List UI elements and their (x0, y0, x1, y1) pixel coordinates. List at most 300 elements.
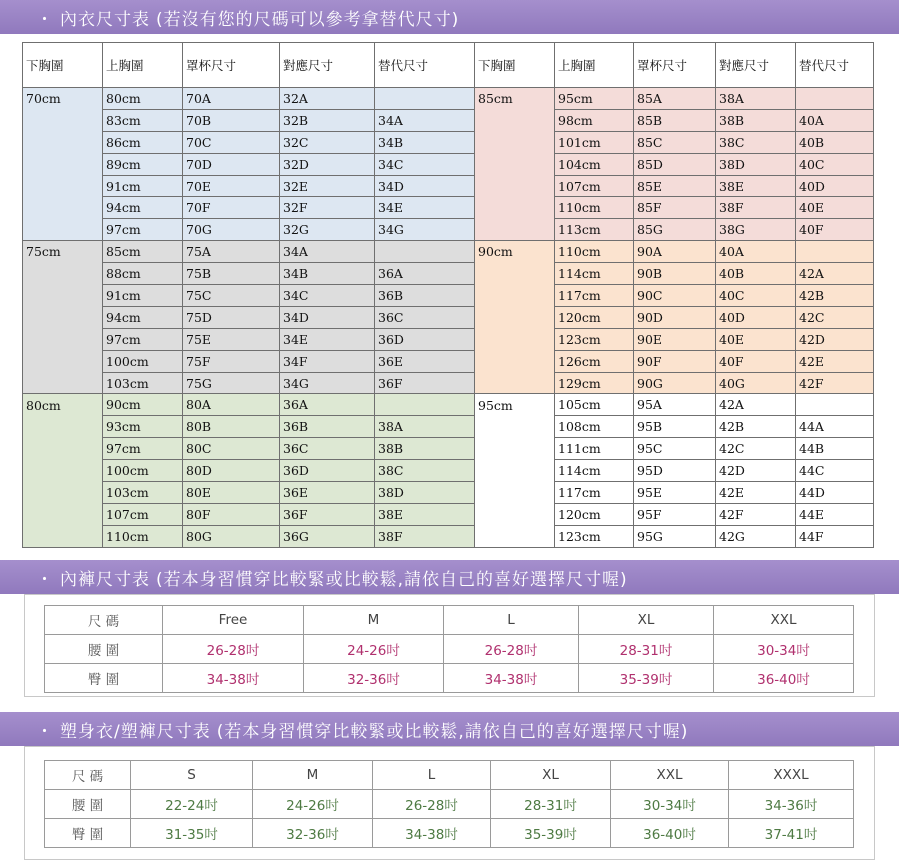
equivalent-size-right-cell: 42C (716, 438, 796, 460)
cup-size-cell: 80D (183, 460, 280, 482)
hip-xxl: 36-40吋 (714, 664, 854, 693)
equivalent-size-right-cell: 42B (716, 416, 796, 438)
over-bust-right-cell: 123cm (555, 328, 634, 350)
alternative-size-cell: 34B (375, 131, 475, 153)
over-bust-right-cell: 117cm (555, 482, 634, 504)
alternative-size-cell: 38F (375, 525, 475, 547)
alternative-size-right-cell: 40C (796, 153, 874, 175)
panty-size-subtitle: (若本身習慣穿比較緊或比較鬆,請依自己的喜好選擇尺寸喔) (156, 569, 628, 590)
over-bust-right-cell: 123cm (555, 525, 634, 547)
waist-label: 腰 圍 (45, 790, 131, 819)
panty-size-title: 內褲尺寸表 (60, 569, 150, 590)
bra-size-banner (0, 0, 899, 34)
under-bust-cell (23, 503, 103, 525)
equivalent-size-cell: 36C (280, 438, 375, 460)
cup-size-right-cell: 85G (634, 219, 716, 241)
under-bust-cell (23, 416, 103, 438)
cup-size-right-cell: 90B (634, 263, 716, 285)
cup-size-right-cell: 90E (634, 328, 716, 350)
under-bust-right-cell: 85cm (475, 88, 555, 110)
alternative-size-right-cell: 44B (796, 438, 874, 460)
size-m: M (304, 606, 444, 635)
waist-xxl: 30-34吋 (611, 790, 729, 819)
size-xxl: XXL (714, 606, 854, 635)
under-bust-cell (23, 438, 103, 460)
equivalent-size-right-cell: 40A (716, 241, 796, 263)
over-bust-right-cell: 107cm (555, 175, 634, 197)
waist-label: 腰 圍 (45, 635, 163, 664)
equivalent-size-cell: 32A (280, 88, 375, 110)
header-under-bust: 下胸圍 (23, 43, 103, 88)
bra-table-row (23, 241, 874, 263)
over-bust-cell: 90cm (103, 394, 183, 416)
under-bust-right-cell (475, 525, 555, 547)
hip-label: 臀 圍 (45, 819, 131, 848)
alternative-size-right-cell: 40B (796, 131, 874, 153)
equivalent-size-cell: 32D (280, 153, 375, 175)
cup-size-right-cell: 85D (634, 153, 716, 175)
header-equivalent-size-right: 對應尺寸 (716, 43, 796, 88)
cup-size-cell: 70E (183, 175, 280, 197)
equivalent-size-right-cell: 38E (716, 175, 796, 197)
panty-size-banner (0, 560, 899, 594)
hip-l: 34-38吋 (444, 664, 579, 693)
over-bust-right-cell: 105cm (555, 394, 634, 416)
alternative-size-cell (375, 241, 475, 263)
cup-size-right-cell: 85C (634, 131, 716, 153)
over-bust-right-cell: 110cm (555, 241, 634, 263)
alternative-size-right-cell: 40D (796, 175, 874, 197)
equivalent-size-right-cell: 40G (716, 372, 796, 394)
over-bust-cell: 97cm (103, 328, 183, 350)
hip-xl: 35-39吋 (579, 664, 714, 693)
equivalent-size-right-cell: 38F (716, 197, 796, 219)
under-bust-right-cell (475, 482, 555, 504)
under-bust-cell (23, 460, 103, 482)
under-bust-cell (23, 175, 103, 197)
shaper-size-banner (0, 712, 899, 746)
alternative-size-right-cell: 42F (796, 372, 874, 394)
over-bust-right-cell: 108cm (555, 416, 634, 438)
alternative-size-cell: 34D (375, 175, 475, 197)
header-cup-size: 罩杯尺寸 (183, 43, 280, 88)
over-bust-cell: 88cm (103, 263, 183, 285)
under-bust-right-cell (475, 306, 555, 328)
hip-m: 32-36吋 (253, 819, 373, 848)
equivalent-size-right-cell: 38C (716, 131, 796, 153)
alternative-size-cell: 34E (375, 197, 475, 219)
equivalent-size-cell: 32F (280, 197, 375, 219)
bra-table-row (23, 460, 874, 482)
equivalent-size-cell: 32B (280, 109, 375, 131)
waist-l: 26-28吋 (373, 790, 491, 819)
cup-size-right-cell: 85B (634, 109, 716, 131)
equivalent-size-cell: 34D (280, 306, 375, 328)
over-bust-right-cell: 126cm (555, 350, 634, 372)
under-bust-right-cell: 90cm (475, 241, 555, 263)
cup-size-cell: 80G (183, 525, 280, 547)
waist-xxxl: 34-36吋 (729, 790, 854, 819)
under-bust-right-cell (475, 263, 555, 285)
bra-table-row (23, 88, 874, 110)
cup-size-cell: 70G (183, 219, 280, 241)
alternative-size-cell: 36D (375, 328, 475, 350)
under-bust-right-cell (475, 416, 555, 438)
equivalent-size-right-cell: 40E (716, 328, 796, 350)
cup-size-right-cell: 95G (634, 525, 716, 547)
equivalent-size-right-cell: 42F (716, 503, 796, 525)
alternative-size-right-cell (796, 88, 874, 110)
waist-s: 22-24吋 (131, 790, 253, 819)
bra-table-row (23, 416, 874, 438)
equivalent-size-cell: 36D (280, 460, 375, 482)
equivalent-size-cell: 34E (280, 328, 375, 350)
header-over-bust: 上胸圍 (103, 43, 183, 88)
shaper-waist-row (45, 790, 854, 819)
waist-xxl: 30-34吋 (714, 635, 854, 664)
cup-size-cell: 80C (183, 438, 280, 460)
alternative-size-cell (375, 394, 475, 416)
cup-size-cell: 80F (183, 503, 280, 525)
over-bust-cell: 94cm (103, 306, 183, 328)
hip-xxxl: 37-41吋 (729, 819, 854, 848)
under-bust-cell (23, 131, 103, 153)
size-l: L (373, 761, 491, 790)
size-label: 尺 碼 (45, 761, 131, 790)
under-bust-right-cell (475, 328, 555, 350)
under-bust-cell (23, 153, 103, 175)
equivalent-size-right-cell: 40F (716, 350, 796, 372)
size-label: 尺 碼 (45, 606, 163, 635)
alternative-size-right-cell: 42C (796, 306, 874, 328)
cup-size-cell: 75F (183, 350, 280, 372)
alternative-size-right-cell: 44A (796, 416, 874, 438)
alternative-size-right-cell: 44C (796, 460, 874, 482)
over-bust-right-cell: 120cm (555, 503, 634, 525)
hip-xl: 35-39吋 (491, 819, 611, 848)
over-bust-right-cell: 113cm (555, 219, 634, 241)
under-bust-right-cell (475, 350, 555, 372)
equivalent-size-right-cell: 40C (716, 285, 796, 307)
header-over-bust-right: 上胸圍 (555, 43, 634, 88)
under-bust-right-cell (475, 285, 555, 307)
under-bust-cell: 70cm (23, 88, 103, 110)
alternative-size-right-cell: 40E (796, 197, 874, 219)
alternative-size-cell: 36F (375, 372, 475, 394)
over-bust-cell: 100cm (103, 350, 183, 372)
alternative-size-cell: 38B (375, 438, 475, 460)
cup-size-cell: 75A (183, 241, 280, 263)
alternative-size-right-cell: 44F (796, 525, 874, 547)
over-bust-cell: 85cm (103, 241, 183, 263)
size-xxl: XXL (611, 761, 729, 790)
under-bust-right-cell (475, 131, 555, 153)
cup-size-cell: 75E (183, 328, 280, 350)
equivalent-size-cell: 32E (280, 175, 375, 197)
bra-table-row (23, 372, 874, 394)
hip-m: 32-36吋 (304, 664, 444, 693)
over-bust-right-cell: 101cm (555, 131, 634, 153)
over-bust-right-cell: 95cm (555, 88, 634, 110)
under-bust-cell (23, 219, 103, 241)
bullet-dot: ・ (36, 721, 54, 742)
bra-table-row (23, 109, 874, 131)
bra-table-row (23, 285, 874, 307)
under-bust-cell (23, 197, 103, 219)
size-xxxl: XXXL (729, 761, 854, 790)
equivalent-size-right-cell: 42E (716, 482, 796, 504)
under-bust-cell (23, 285, 103, 307)
cup-size-cell: 75D (183, 306, 280, 328)
cup-size-right-cell: 90D (634, 306, 716, 328)
under-bust-cell: 80cm (23, 394, 103, 416)
cup-size-right-cell: 90G (634, 372, 716, 394)
bra-table-row (23, 438, 874, 460)
waist-m: 24-26吋 (304, 635, 444, 664)
waist-free: 26-28吋 (163, 635, 304, 664)
bra-table-row (23, 503, 874, 525)
over-bust-cell: 86cm (103, 131, 183, 153)
bra-table-row (23, 175, 874, 197)
equivalent-size-cell: 36E (280, 482, 375, 504)
equivalent-size-right-cell: 42D (716, 460, 796, 482)
waist-xl: 28-31吋 (579, 635, 714, 664)
equivalent-size-right-cell: 40B (716, 263, 796, 285)
alternative-size-cell: 38C (375, 460, 475, 482)
bra-table-row (23, 131, 874, 153)
equivalent-size-right-cell: 38G (716, 219, 796, 241)
bra-size-title: 內衣尺寸表 (60, 9, 150, 30)
bra-size-subtitle: (若沒有您的尺碼可以參考拿替代尺寸) (156, 9, 460, 30)
bra-table-row (23, 525, 874, 547)
over-bust-cell: 91cm (103, 175, 183, 197)
under-bust-right-cell (475, 109, 555, 131)
cup-size-right-cell: 85E (634, 175, 716, 197)
alternative-size-right-cell: 42B (796, 285, 874, 307)
hip-l: 34-38吋 (373, 819, 491, 848)
bra-table-row (23, 328, 874, 350)
alternative-size-right-cell: 40A (796, 109, 874, 131)
cup-size-right-cell: 95D (634, 460, 716, 482)
alternative-size-cell: 34G (375, 219, 475, 241)
alternative-size-right-cell (796, 241, 874, 263)
size-l: L (444, 606, 579, 635)
alternative-size-cell: 36A (375, 263, 475, 285)
alternative-size-right-cell: 42D (796, 328, 874, 350)
size-xl: XL (491, 761, 611, 790)
cup-size-cell: 70F (183, 197, 280, 219)
under-bust-right-cell (475, 197, 555, 219)
under-bust-right-cell (475, 503, 555, 525)
equivalent-size-cell: 36F (280, 503, 375, 525)
alternative-size-cell: 36E (375, 350, 475, 372)
cup-size-right-cell: 90C (634, 285, 716, 307)
equivalent-size-cell: 34F (280, 350, 375, 372)
equivalent-size-cell: 36A (280, 394, 375, 416)
under-bust-cell (23, 482, 103, 504)
header-under-bust-right: 下胸圍 (475, 43, 555, 88)
alternative-size-cell: 34C (375, 153, 475, 175)
cup-size-right-cell: 95A (634, 394, 716, 416)
over-bust-cell: 93cm (103, 416, 183, 438)
under-bust-cell: 75cm (23, 241, 103, 263)
alternative-size-right-cell: 42A (796, 263, 874, 285)
equivalent-size-right-cell: 40D (716, 306, 796, 328)
size-xl: XL (579, 606, 714, 635)
equivalent-size-cell: 34G (280, 372, 375, 394)
hip-free: 34-38吋 (163, 664, 304, 693)
waist-xl: 28-31吋 (491, 790, 611, 819)
equivalent-size-cell: 32C (280, 131, 375, 153)
equivalent-size-cell: 36B (280, 416, 375, 438)
cup-size-right-cell: 95F (634, 503, 716, 525)
alternative-size-cell: 38A (375, 416, 475, 438)
cup-size-right-cell: 95E (634, 482, 716, 504)
panty-header-row (45, 606, 854, 635)
bullet-dot: ・ (36, 9, 54, 30)
over-bust-right-cell: 117cm (555, 285, 634, 307)
panty-waist-row (45, 635, 854, 664)
bra-table-row (23, 482, 874, 504)
alternative-size-cell: 36B (375, 285, 475, 307)
hip-xxl: 36-40吋 (611, 819, 729, 848)
cup-size-right-cell: 95B (634, 416, 716, 438)
under-bust-cell (23, 109, 103, 131)
shaper-size-table (44, 760, 854, 848)
under-bust-cell (23, 525, 103, 547)
over-bust-cell: 97cm (103, 219, 183, 241)
over-bust-cell: 103cm (103, 482, 183, 504)
cup-size-cell: 70B (183, 109, 280, 131)
bra-table-row (23, 394, 874, 416)
under-bust-right-cell (475, 219, 555, 241)
cup-size-cell: 70D (183, 153, 280, 175)
alternative-size-cell (375, 88, 475, 110)
under-bust-cell (23, 263, 103, 285)
under-bust-right-cell (475, 460, 555, 482)
equivalent-size-cell: 34C (280, 285, 375, 307)
under-bust-right-cell (475, 153, 555, 175)
over-bust-right-cell: 98cm (555, 109, 634, 131)
alternative-size-right-cell: 40F (796, 219, 874, 241)
over-bust-cell: 110cm (103, 525, 183, 547)
equivalent-size-cell: 32G (280, 219, 375, 241)
bullet-dot: ・ (36, 569, 54, 590)
equivalent-size-right-cell: 38A (716, 88, 796, 110)
under-bust-cell (23, 372, 103, 394)
cup-size-cell: 80B (183, 416, 280, 438)
cup-size-cell: 80A (183, 394, 280, 416)
cup-size-cell: 80E (183, 482, 280, 504)
cup-size-cell: 75G (183, 372, 280, 394)
equivalent-size-right-cell: 38D (716, 153, 796, 175)
hip-s: 31-35吋 (131, 819, 253, 848)
hip-label: 臀 圍 (45, 664, 163, 693)
header-cup-size-right: 罩杯尺寸 (634, 43, 716, 88)
under-bust-cell (23, 350, 103, 372)
equivalent-size-cell: 34B (280, 263, 375, 285)
shaper-size-subtitle: (若本身習慣穿比較緊或比較鬆,請依自己的喜好選擇尺寸喔) (216, 721, 689, 742)
under-bust-right-cell (475, 438, 555, 460)
bra-size-table (22, 42, 874, 548)
cup-size-right-cell: 90A (634, 241, 716, 263)
over-bust-cell: 89cm (103, 153, 183, 175)
cup-size-cell: 75C (183, 285, 280, 307)
header-alternative-size-right: 替代尺寸 (796, 43, 874, 88)
waist-l: 26-28吋 (444, 635, 579, 664)
waist-m: 24-26吋 (253, 790, 373, 819)
over-bust-cell: 97cm (103, 438, 183, 460)
cup-size-right-cell: 85A (634, 88, 716, 110)
bra-table-row (23, 153, 874, 175)
alternative-size-cell: 34A (375, 109, 475, 131)
bra-table-row (23, 197, 874, 219)
size-m: M (253, 761, 373, 790)
over-bust-right-cell: 104cm (555, 153, 634, 175)
over-bust-cell: 83cm (103, 109, 183, 131)
over-bust-cell: 103cm (103, 372, 183, 394)
equivalent-size-right-cell: 42A (716, 394, 796, 416)
under-bust-right-cell: 95cm (475, 394, 555, 416)
cup-size-right-cell: 95C (634, 438, 716, 460)
shaper-header-row (45, 761, 854, 790)
over-bust-cell: 100cm (103, 460, 183, 482)
equivalent-size-right-cell: 42G (716, 525, 796, 547)
over-bust-cell: 80cm (103, 88, 183, 110)
shaper-hip-row (45, 819, 854, 848)
over-bust-right-cell: 111cm (555, 438, 634, 460)
over-bust-right-cell: 114cm (555, 460, 634, 482)
over-bust-right-cell: 114cm (555, 263, 634, 285)
over-bust-cell: 91cm (103, 285, 183, 307)
over-bust-right-cell: 110cm (555, 197, 634, 219)
alternative-size-cell: 38E (375, 503, 475, 525)
shaper-size-title: 塑身衣/塑褲尺寸表 (60, 721, 211, 742)
bra-table-row (23, 350, 874, 372)
bra-table-header-row (23, 43, 874, 88)
equivalent-size-cell: 34A (280, 241, 375, 263)
over-bust-cell: 107cm (103, 503, 183, 525)
header-alternative-size: 替代尺寸 (375, 43, 475, 88)
size-free: Free (163, 606, 304, 635)
under-bust-cell (23, 306, 103, 328)
over-bust-right-cell: 120cm (555, 306, 634, 328)
equivalent-size-right-cell: 38B (716, 109, 796, 131)
under-bust-right-cell (475, 175, 555, 197)
cup-size-cell: 75B (183, 263, 280, 285)
cup-size-cell: 70C (183, 131, 280, 153)
alternative-size-right-cell: 44E (796, 503, 874, 525)
bra-table-row (23, 306, 874, 328)
over-bust-right-cell: 129cm (555, 372, 634, 394)
cup-size-cell: 70A (183, 88, 280, 110)
panty-size-table (44, 605, 854, 693)
equivalent-size-cell: 36G (280, 525, 375, 547)
under-bust-right-cell (475, 372, 555, 394)
cup-size-right-cell: 85F (634, 197, 716, 219)
bra-table-row (23, 219, 874, 241)
under-bust-cell (23, 328, 103, 350)
alternative-size-right-cell: 44D (796, 482, 874, 504)
alternative-size-right-cell (796, 394, 874, 416)
header-equivalent-size: 對應尺寸 (280, 43, 375, 88)
bra-table-row (23, 263, 874, 285)
alternative-size-cell: 36C (375, 306, 475, 328)
cup-size-right-cell: 90F (634, 350, 716, 372)
alternative-size-cell: 38D (375, 482, 475, 504)
alternative-size-right-cell: 42E (796, 350, 874, 372)
size-s: S (131, 761, 253, 790)
